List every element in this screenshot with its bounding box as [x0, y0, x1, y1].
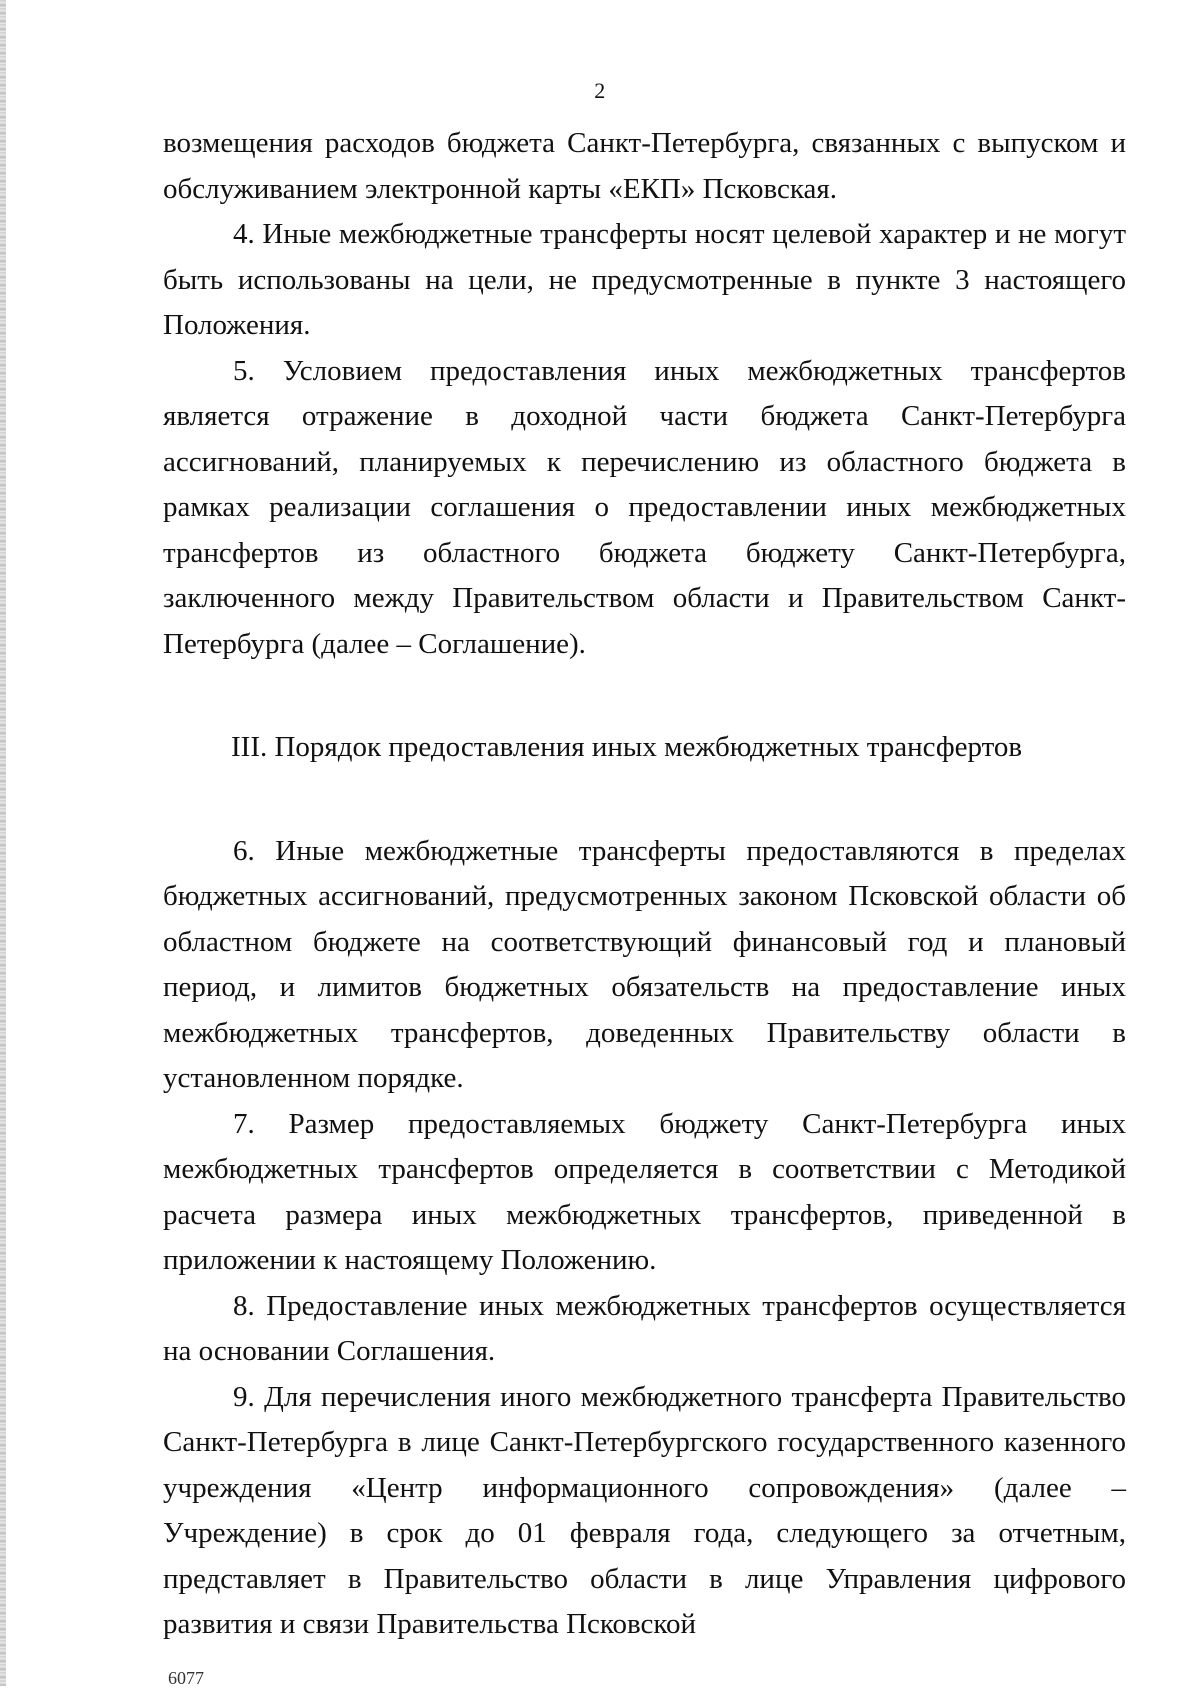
paragraph-8: 8. Предоставление иных межбюджетных трансфертов осуществляется на основании Соглашения. — [163, 1289, 1126, 1367]
paragraph-9: 9. Для перечисления иного межбюджетного трансферта Правительство Санкт-Петербурга в лице Санкт-Петербургского государственного казенного учреждения «Центр информационного сопровождения» (далее – Учреждение) в срок до 01 февраля года, следующего за отчетным, представляет в Правительство области в лице Управления цифрового развития и связи Правительства Псковской — [163, 1380, 1126, 1640]
paragraph-5: 5. Условием предоставления иных межбюджетных трансфертов является отражение в доходной части бюджета Санкт-Петербурга ассигнований, планируемых к перечислению из областного бюджета в рамках реализации соглашения о предоставлении иных межбюджетных трансфертов из областного бюджета бюджету Санкт-Петербурга, заключенного между Правительством области и Правительством Санкт-Петербурга (далее – Соглашение). — [163, 354, 1126, 660]
scan-edge — [0, 0, 6, 1686]
section-heading: III. Порядок предоставления иных межбюджетных трансфертов — [231, 731, 1023, 763]
paragraph-4: 4. Иные межбюджетные трансферты носят целевой характер и не могут быть использованы на цели, не предусмотренные в пункте 3 настоящего Положения. — [163, 218, 1126, 341]
page-number: 2 — [594, 78, 606, 103]
paragraph-6: 6. Иные межбюджетные трансферты предоставляются в пределах бюджетных ассигнований, предусмотренных законом Псковской области об областном бюджете на соответствующий финансовый год и плановый период, и лимитов бюджетных обязательств на предоставление иных межбюджетных трансфертов, доведенных Правительству области в установленном порядке. — [163, 834, 1126, 1094]
paragraph-7: 7. Размер предоставляемых бюджету Санкт-Петербурга иных межбюджетных трансфертов определяется в соответствии с Методикой расчета размера иных межбюджетных трансфертов, приведенной в приложении к настоящему Положению. — [163, 1107, 1126, 1276]
footer-code: 6077 — [168, 1668, 204, 1688]
paragraph-continuation: возмещения расходов бюджета Санкт-Петербурга, связанных с выпуском и обслуживанием электронной карты «ЕКП» Псковская. — [163, 127, 1126, 205]
document-body — [163, 121, 1126, 1648]
